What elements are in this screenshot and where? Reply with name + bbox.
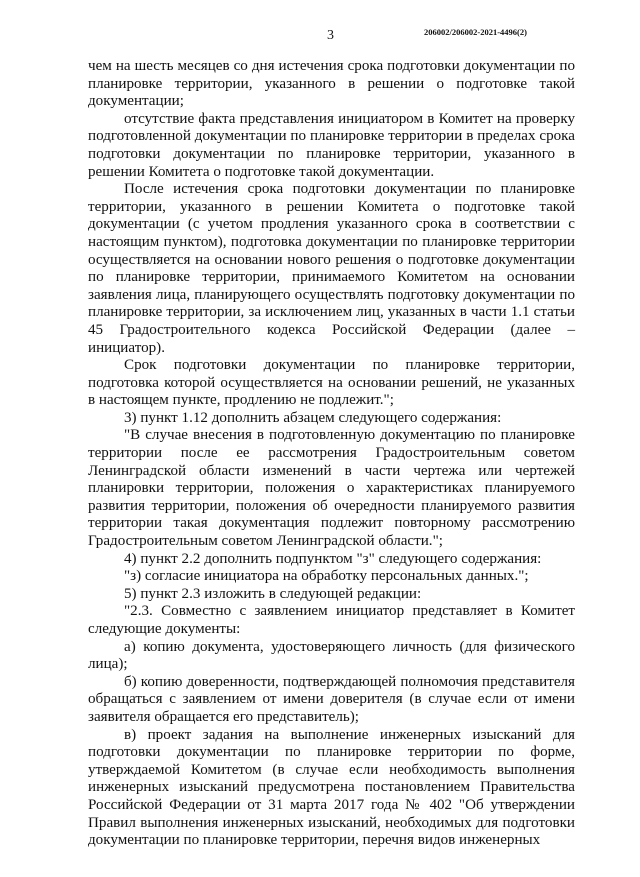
paragraph: б) копию доверенности, подтверждающей полномочия представителя обращаться с заявлением от имени доверителя (в случае если от имени заявителя обращается его представитель); — [88, 673, 575, 725]
document-registration-number: 206002/206002-2021-4496(2) — [424, 27, 527, 37]
paragraph: отсутствие факта представления инициатором в Комитет на проверку подготовленной документации по планировке территории в пределах срока подготовки документации по планировке территории, указанного в решении Комитета о подготовке такой документации. — [88, 110, 575, 180]
paragraph: После истечения срока подготовки документации по планировке территории, указанного в решении Комитета о подготовке такой документации (с учетом продления указанного срока в соответствии с настоящим пунктом), подготовка документации по планировке территории осуществляется на основании нового решения о подготовке документации по планировке территории, принимаемого Комитетом на основании заявления лица, планирующего осуществлять подготовку документации по планировке территории, за исключением лиц, указанных в части 1.1 статьи 45 Градостроительного кодекса Российской Федерации (далее – инициатор). — [88, 181, 575, 356]
page-number: 3 — [327, 28, 334, 43]
paragraph: 4) пункт 2.2 дополнить подпунктом "з" следующего содержания: — [124, 550, 542, 567]
paragraph: Срок подготовки документации по планировке территории, подготовка которой осуществляется на основании решений, не указанных в настоящем пункте, продлению не подлежит."; — [88, 357, 575, 409]
paragraph: "В случае внесения в подготовленную документацию по планировке территории после ее рассмотрения Градостроительным советом Ленинградской области изменений в части чертежа или чертежей планировки территории, положения о характеристиках планируемого развития территории, положения об очередности планируемого развития территории такая документация подлежит повторному рассмотрению Градостроительным советом Ленинградской области."; — [88, 427, 575, 550]
document-body — [88, 58, 575, 850]
paragraph: 3) пункт 1.12 дополнить абзацем следующего содержания: — [124, 409, 502, 426]
paragraph: "з) согласие инициатора на обработку персональных данных."; — [124, 568, 529, 585]
paragraph: чем на шесть месяцев со дня истечения срока подготовки документации по планировке территории, указанного в решении о подготовке такой документации; — [88, 58, 575, 110]
paragraph: 5) пункт 2.3 изложить в следующей редакции: — [124, 585, 422, 602]
paragraph: "2.3. Совместно с заявлением инициатор представляет в Комитет следующие документы: — [88, 603, 575, 637]
paragraph: в) проект задания на выполнение инженерных изысканий для подготовки документации по планировке территории по форме, утверждаемой Комитетом (в случае если необходимость выполнения инженерных изысканий предусмотрена постановлением Правительства Российской Федерации от 31 марта 2017 года № 402 "Об утверждении Правил выполнения инженерных изысканий, необходимых для подготовки документации по планировке территории, перечня видов инженерных — [88, 726, 575, 849]
paragraph: а) копию документа, удостоверяющего личность (для физического лица); — [88, 638, 575, 673]
